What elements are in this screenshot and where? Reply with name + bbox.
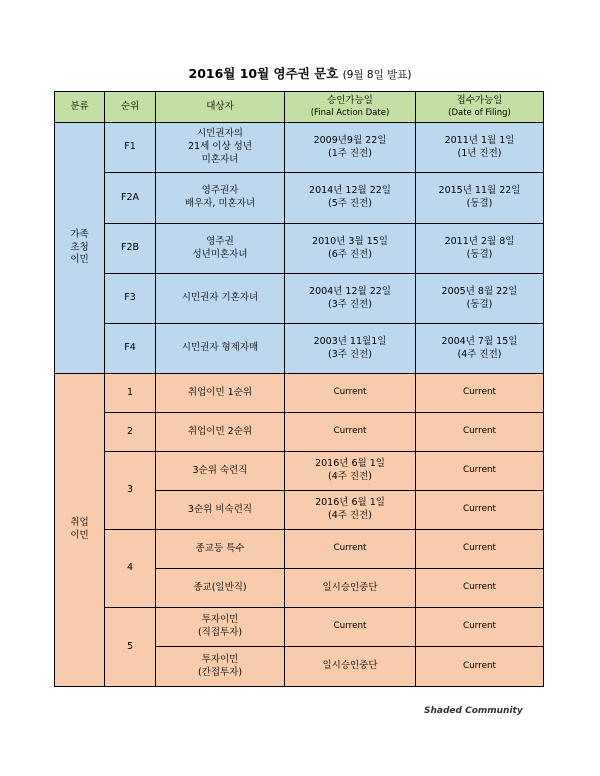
rank-cell: F4	[105, 324, 156, 374]
filing-cell: 2004년 7월 15일 (4주 진전)	[416, 324, 544, 374]
rank-cell: F2B	[105, 224, 156, 274]
header-target: 대상자	[156, 92, 285, 123]
title-sub: (9월 8일 발표)	[342, 69, 412, 81]
filing-cell: Current	[416, 452, 544, 491]
rank-cell: F1	[105, 123, 156, 173]
target-cell: 투자이민 (직접투자)	[156, 608, 285, 647]
rank-cell: 1	[105, 374, 156, 413]
header-filing	[416, 92, 544, 123]
rank-cell: 2	[105, 413, 156, 452]
final-action-cell: Current	[285, 374, 416, 413]
final-action-cell: Current	[285, 608, 416, 647]
final-action-cell: 2010년 3월 15일 (6주 진전)	[285, 224, 416, 274]
target-cell: 종교등 특수	[156, 530, 285, 569]
header-filing-ko: 접수가능일	[456, 94, 503, 106]
title-main: 2016월 10월 영주권 문호	[188, 66, 339, 81]
target-cell: 시민권자 형제자매	[156, 324, 285, 374]
employment-group-label: 취업 이민	[55, 374, 105, 687]
filing-cell: 2011년 2월 8일 (동결)	[416, 224, 544, 274]
filing-cell: Current	[416, 569, 544, 608]
target-cell: 취업이민 2순위	[156, 413, 285, 452]
rank-cell: 3	[105, 452, 156, 530]
filing-cell: 2011년 1월 1일 (1년 진전)	[416, 123, 544, 173]
family-group-label: 가족 초청 이민	[55, 123, 105, 374]
final-action-cell: 2016년 6월 1일 (4주 진전)	[285, 452, 416, 491]
header-rank: 순위	[105, 92, 156, 123]
target-cell: 영주권 성년미혼자녀	[156, 224, 285, 274]
final-action-cell: 2009년9월 22일 (1주 진전)	[285, 123, 416, 173]
filing-cell: Current	[416, 608, 544, 647]
final-action-cell: 2016년 6월 1일 (4주 진전)	[285, 491, 416, 530]
table-row	[55, 324, 544, 374]
target-cell: 3순위 비숙련직	[156, 491, 285, 530]
table-row	[55, 413, 544, 452]
target-cell: 취업이민 1순위	[156, 374, 285, 413]
table-row	[55, 452, 544, 491]
header-final-action-ko: 승인가능일	[327, 94, 373, 106]
visa-bulletin-table	[54, 91, 544, 687]
filing-cell: 2005년 8월 22일 (동결)	[416, 274, 544, 324]
table-row	[55, 374, 544, 413]
table-row	[55, 274, 544, 324]
target-cell: 3순위 숙련직	[156, 452, 285, 491]
table-row	[55, 123, 544, 173]
table-row	[55, 224, 544, 274]
footer-credit: Shaded Community	[424, 706, 523, 716]
final-action-cell: 2003년 11월1일 (3주 진전)	[285, 324, 416, 374]
target-cell: 시민권자 기혼자녀	[156, 274, 285, 324]
rank-cell: 5	[105, 608, 156, 687]
table-row	[55, 173, 544, 224]
final-action-cell: 2014년 12월 22일 (5주 진전)	[285, 173, 416, 224]
final-action-cell: 일시승인중단	[285, 647, 416, 687]
header-filing-en: (Date of Filing)	[448, 107, 511, 118]
filing-cell: Current	[416, 413, 544, 452]
target-cell: 시민권자의 21세 이상 성년 미혼자녀	[156, 123, 285, 173]
final-action-cell: 2004년 12월 22일 (3주 진전)	[285, 274, 416, 324]
final-action-cell: Current	[285, 413, 416, 452]
page-title	[0, 64, 600, 82]
filing-cell: Current	[416, 530, 544, 569]
final-action-cell: Current	[285, 530, 416, 569]
rank-cell: 4	[105, 530, 156, 608]
target-cell: 종교(일반직)	[156, 569, 285, 608]
table-row	[55, 608, 544, 647]
header-row	[55, 92, 544, 123]
filing-cell: 2015년 11월 22일 (동결)	[416, 173, 544, 224]
header-category: 분류	[55, 92, 105, 123]
header-final-action-en: (Final Action Date)	[310, 107, 390, 118]
header-final-action	[285, 92, 416, 123]
filing-cell: Current	[416, 647, 544, 687]
final-action-cell: 일시승인중단	[285, 569, 416, 608]
filing-cell: Current	[416, 491, 544, 530]
rank-cell: F3	[105, 274, 156, 324]
table-row	[55, 530, 544, 569]
target-cell: 영주권자 배우자, 미혼자녀	[156, 173, 285, 224]
rank-cell: F2A	[105, 173, 156, 224]
target-cell: 투자이민 (간접투자)	[156, 647, 285, 687]
filing-cell: Current	[416, 374, 544, 413]
